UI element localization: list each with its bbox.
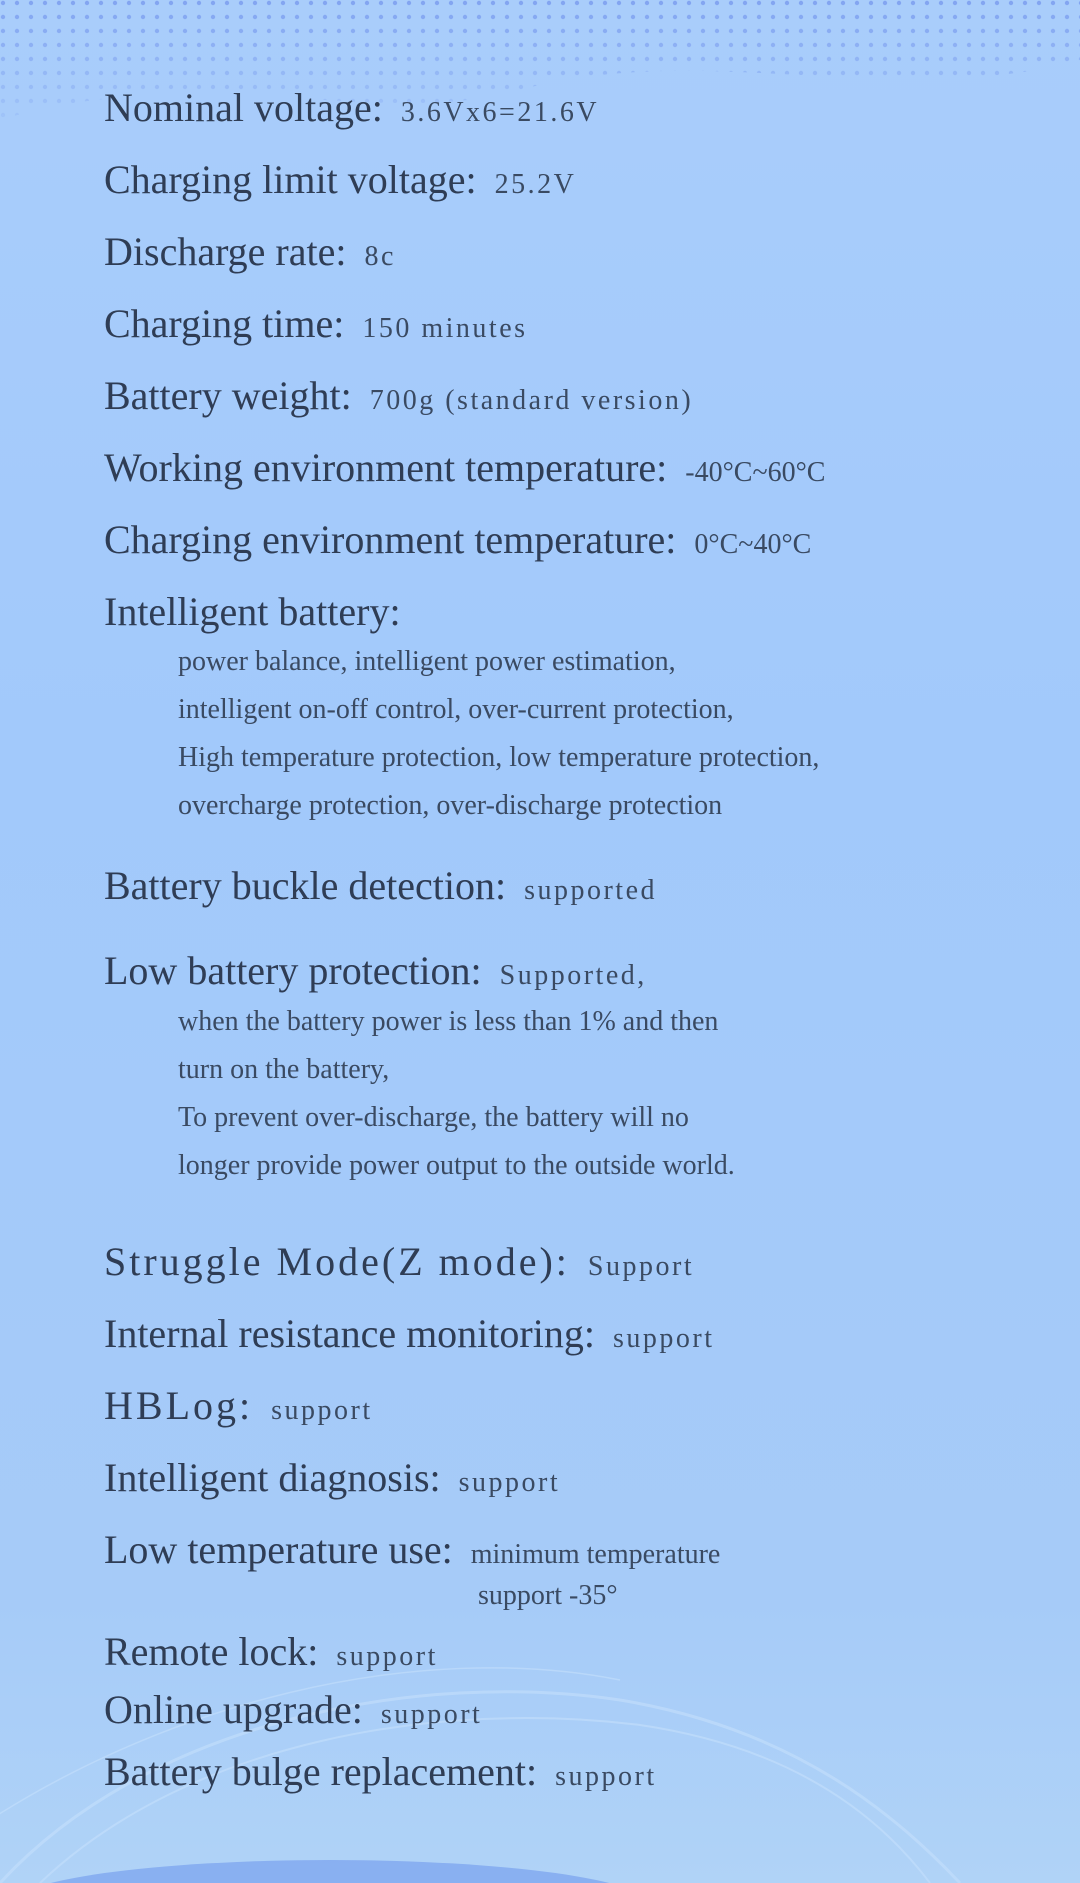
spec-value: support: [458, 1467, 561, 1498]
spec-row-struggle-mode: [104, 1238, 694, 1285]
spec-value: support: [555, 1761, 657, 1792]
spec-label: Charging limit voltage:: [104, 157, 477, 202]
spec-label: HBLog:: [104, 1383, 254, 1428]
spec-label: Battery bulge replacement:: [104, 1749, 538, 1794]
spec-value: Supported,: [499, 960, 647, 991]
spec-row-intelligent-battery: [104, 588, 401, 635]
spec-detail-line: intelligent on-off control, over-current protection,: [178, 694, 734, 725]
spec-value: support: [380, 1699, 483, 1730]
spec-value: 0°C~40°C: [694, 529, 812, 560]
spec-row-intelligent-diagnosis: [104, 1454, 560, 1501]
spec-value: minimum temperature: [470, 1539, 721, 1570]
spec-value: -40°C~60°C: [685, 457, 826, 488]
bottom-blue-glow: [10, 1860, 650, 1883]
spec-label: Discharge rate:: [104, 229, 347, 274]
spec-row-remote-lock: [104, 1628, 438, 1675]
spec-value: support: [612, 1323, 715, 1354]
spec-value: 3.6Vx6=21.6V: [400, 97, 600, 128]
spec-label: Charging time:: [104, 301, 345, 346]
spec-row-low-battery-protection: [104, 947, 647, 994]
spec-label: Charging environment temperature:: [104, 517, 677, 562]
spec-value: 150 minutes: [362, 313, 528, 344]
spec-detail-line: when the battery power is less than 1% and then: [178, 1006, 719, 1037]
spec-label: Online upgrade:: [104, 1687, 363, 1732]
spec-row-nominal-voltage: [104, 84, 599, 131]
spec-row-online-upgrade: [104, 1686, 482, 1733]
spec-detail-line: overcharge protection, over-discharge protection: [178, 790, 723, 821]
spec-label: Battery weight:: [104, 373, 352, 418]
spec-label: Internal resistance monitoring:: [104, 1311, 595, 1356]
spec-row-working-temperature: [104, 444, 825, 491]
spec-value: support: [336, 1641, 438, 1672]
spec-row-charging-limit-voltage: [104, 156, 576, 203]
spec-label: Intelligent battery:: [104, 589, 401, 634]
spec-label: Struggle Mode(Z mode):: [104, 1239, 570, 1284]
spec-value: support: [271, 1395, 373, 1426]
spec-row-bulge-replacement: [104, 1748, 657, 1795]
spec-value: 8c: [364, 241, 396, 272]
spec-row-charging-time: [104, 300, 528, 347]
spec-label: Working environment temperature:: [104, 445, 668, 490]
spec-label: Remote lock:: [104, 1629, 319, 1674]
spec-value: 700g (standard version): [369, 385, 694, 416]
spec-row-discharge-rate: [104, 228, 396, 275]
spec-detail-line: power balance, intelligent power estimation,: [178, 646, 676, 677]
spec-row-charging-temperature: [104, 516, 811, 563]
spec-detail-line: turn on the battery,: [178, 1054, 390, 1085]
spec-label: Intelligent diagnosis:: [104, 1455, 441, 1500]
spec-label: Low battery protection:: [104, 948, 482, 993]
spec-detail-line: High temperature protection, low temperature protection,: [178, 742, 820, 773]
spec-label: Battery buckle detection:: [104, 863, 507, 908]
spec-value: Support: [587, 1251, 695, 1282]
spec-detail-line: longer provide power output to the outside world.: [178, 1150, 735, 1181]
spec-detail-line: support -35°: [478, 1580, 618, 1611]
spec-value: supported: [524, 875, 658, 906]
spec-label: Low temperature use:: [104, 1527, 453, 1572]
spec-row-battery-weight: [104, 372, 693, 419]
spec-value: 25.2V: [494, 169, 577, 200]
spec-detail-line: To prevent over-discharge, the battery will no: [178, 1102, 689, 1133]
spec-label: Nominal voltage:: [104, 85, 383, 130]
spec-row-hblog: [104, 1382, 373, 1429]
spec-row-low-temperature-use: [104, 1526, 720, 1573]
spec-row-internal-resistance: [104, 1310, 714, 1357]
spec-row-buckle-detection: [104, 862, 657, 909]
